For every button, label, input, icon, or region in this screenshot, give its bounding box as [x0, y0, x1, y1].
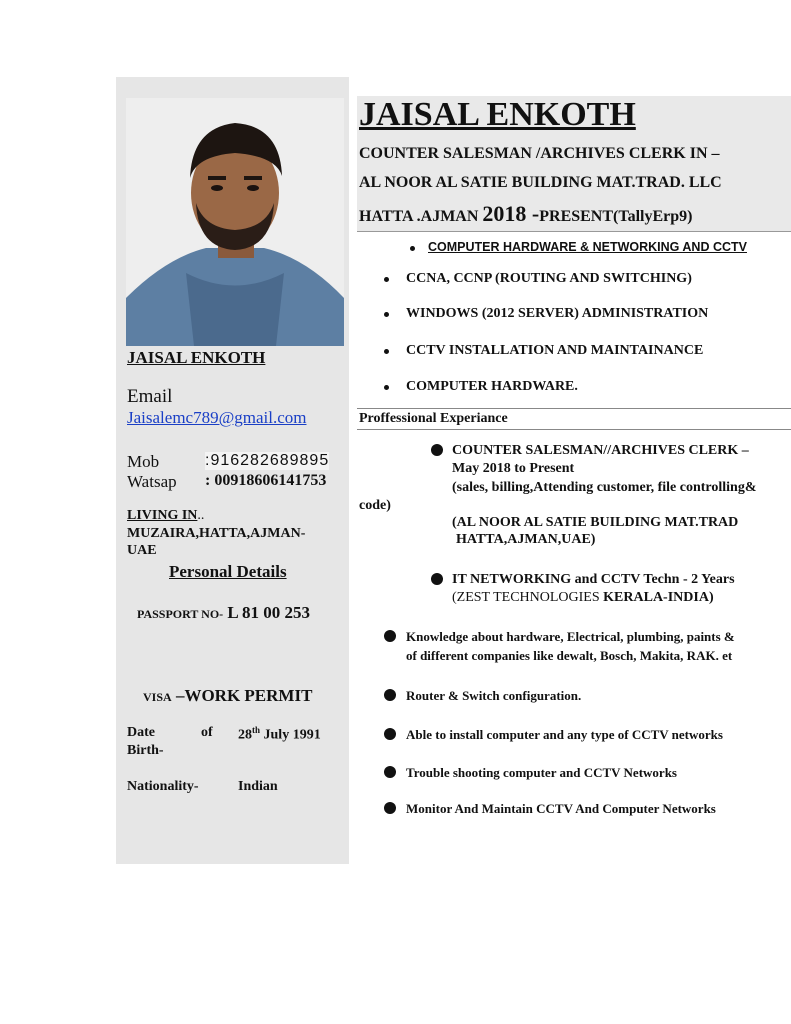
nationality-value: Indian [238, 779, 278, 794]
mob-value: :916282689895 [205, 452, 330, 469]
section-divider [357, 408, 791, 409]
skills-heading: COMPUTER HARDWARE & NETWORKING AND CCTV [428, 240, 747, 254]
living-dots: .. [197, 508, 205, 523]
bullet-icon [384, 766, 396, 778]
header-line2: AL NOOR AL SATIE BUILDING MAT.TRAD. LLC [359, 174, 722, 191]
bullet-icon [384, 802, 396, 814]
living-line2: UAE [127, 543, 157, 558]
header-location: HATTA .AJMAN [359, 208, 483, 225]
job2-company-name: (ZEST TECHNOLOGIES [452, 590, 604, 605]
section-divider [357, 429, 791, 430]
visa-value: –WORK PERMIT [171, 686, 313, 705]
header-line3 [359, 201, 692, 227]
header-year: 2018 - [482, 201, 540, 226]
passport-label: PASSPORT NO- [137, 607, 224, 621]
living-line1: MUZAIRA,HATTA,AJMAN- [127, 526, 306, 541]
visa-label: VISA [143, 690, 172, 704]
dob-value [238, 725, 321, 744]
passport-row [137, 603, 310, 623]
passport-value: L 81 00 253 [223, 603, 311, 622]
bullet-icon [431, 573, 443, 585]
job1-dates: May 2018 to Present [452, 461, 575, 476]
dob-day: 28 [238, 727, 252, 743]
dob-label-birth: Birth- [127, 743, 164, 758]
dob-label-of: of [201, 725, 213, 740]
bullet-icon [384, 630, 396, 642]
living-row [127, 508, 204, 524]
job1-title: COUNTER SALESMAN//ARCHIVES CLERK – [452, 443, 749, 458]
bullet-icon [384, 349, 389, 354]
dob-rest: July 1991 [260, 727, 321, 743]
living-label: LIVING IN [127, 508, 198, 523]
header-line1: COUNTER SALESMAN /ARCHIVES CLERK IN – [359, 145, 720, 162]
sidebar-name: JAISAL ENKOTH [127, 348, 266, 367]
dob-sup: th [252, 725, 261, 735]
watsap-label: Watsap [127, 472, 177, 491]
job1-code: code) [359, 498, 391, 513]
knowledge-item: Knowledge about hardware, Electrical, plumbing, paints & [406, 629, 735, 644]
watsap-value: : 00918606141753 [205, 472, 327, 489]
bullet-icon [410, 246, 415, 251]
bullet-icon [384, 277, 389, 282]
knowledge-item: Monitor And Maintain CCTV And Computer Networks [406, 801, 716, 816]
skill-item: COMPUTER HARDWARE. [406, 379, 578, 394]
personal-details-heading: Personal Details [169, 562, 287, 581]
nationality-label: Nationality- [127, 779, 199, 794]
skill-item: CCNA, CCNP (ROUTING AND SWITCHING) [406, 271, 692, 286]
bullet-icon [384, 689, 396, 701]
knowledge-item: Able to install computer and any type of CCTV networks [406, 727, 723, 742]
mob-label: Mob [127, 452, 160, 471]
bullet-icon [384, 385, 389, 390]
job1-company1: (AL NOOR AL SATIE BUILDING MAT.TRAD [452, 515, 739, 530]
job2-company [452, 590, 714, 606]
header-name: JAISAL ENKOTH [359, 96, 636, 133]
bullet-icon [431, 444, 443, 456]
knowledge-item: Trouble shooting computer and CCTV Networks [406, 765, 677, 780]
skill-item: CCTV INSTALLATION AND MAINTAINANCE [406, 343, 704, 358]
visa-row [143, 686, 312, 706]
header-present: PRESENT(TallyErp9) [539, 208, 693, 225]
email-link[interactable]: Jaisalemc789@gmail.com [127, 408, 307, 427]
bullet-icon [384, 728, 396, 740]
skill-item: WINDOWS (2012 SERVER) ADMINISTRATION [406, 306, 709, 321]
portrait-image [126, 98, 344, 346]
experience-heading: Proffessional Experiance [359, 411, 508, 426]
job1-company2: HATTA,AJMAN,UAE) [456, 532, 596, 547]
profile-photo [126, 98, 344, 346]
bullet-icon [384, 312, 389, 317]
job2-company-location: KERALA-INDIA) [603, 590, 714, 605]
job2-title: IT NETWORKING and CCTV Techn - 2 Years [452, 572, 735, 587]
dob-label-date: Date [127, 725, 155, 740]
knowledge-item-cont: of different companies like dewalt, Bosch, Makita, RAK. et [406, 648, 733, 663]
knowledge-item: Router & Switch configuration. [406, 688, 582, 703]
job1-desc: (sales, billing,Attending customer, file controlling& [452, 480, 757, 495]
email-label: Email [127, 386, 173, 407]
